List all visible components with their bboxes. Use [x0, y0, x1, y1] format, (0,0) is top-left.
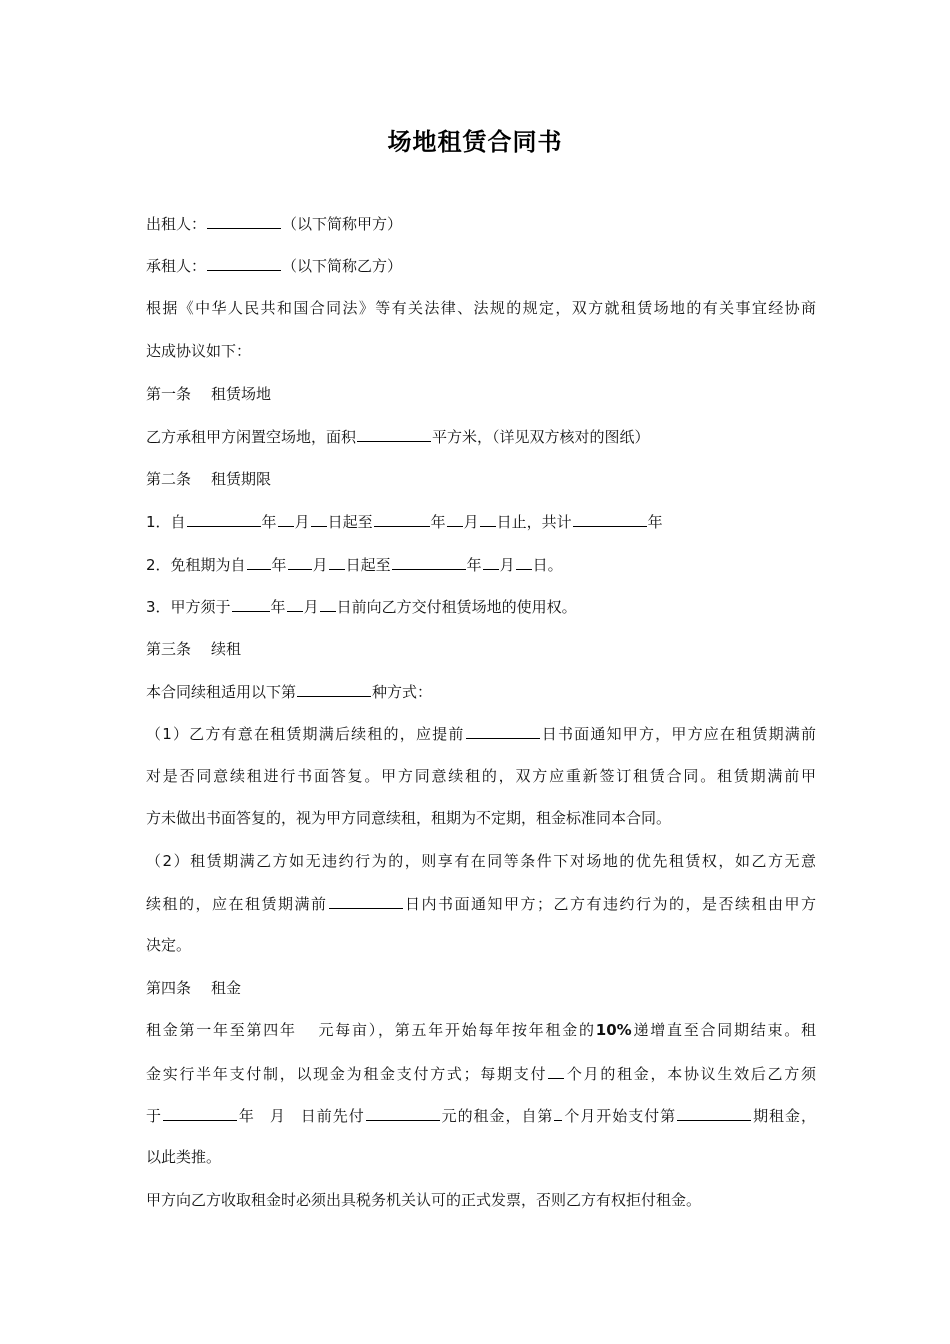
lessor-name-field[interactable]	[207, 212, 281, 229]
year-text: 年	[271, 556, 287, 574]
lessee-label: 承租人：	[146, 257, 207, 275]
article-3-p1-line-2: 对是否同意续租进行书面答复。甲方同意续租的，双方应重新签订租赁合同。租赁期满前甲	[146, 767, 816, 785]
renewal-method-label: 本合同续租适用以下第	[146, 683, 297, 701]
area-label: 乙方承租甲方闲置空场地，面积	[146, 428, 357, 446]
free-end-day-field[interactable]	[516, 553, 532, 570]
non-renewal-label: 续租的，应在租赁期满前	[146, 895, 328, 913]
term-start-day-field[interactable]	[311, 510, 327, 527]
month-text: 月	[463, 513, 479, 531]
notice-days-label: （1）乙方有意在租赁期满后续租的，应提前	[146, 725, 465, 743]
rent-years-label: 租金第一年至第四年	[146, 1021, 297, 1039]
year-text: 年	[237, 1107, 255, 1125]
delivery-text: 日前向乙方交付租赁场地的使用权。	[336, 598, 577, 616]
renewal-method-field[interactable]	[297, 680, 371, 697]
article-4-line-3	[146, 1104, 816, 1127]
article-4-title: 租金	[211, 979, 242, 997]
non-renewal-days-field[interactable]	[329, 892, 403, 909]
year-text: 年	[270, 598, 286, 616]
rent-per-mu-text: 元每亩），第五年开始每年按年租金的	[316, 1021, 596, 1039]
notice-days-field[interactable]	[466, 722, 540, 739]
rent-increase-percent: 10%	[595, 1021, 632, 1039]
free-start-day-field[interactable]	[329, 553, 345, 570]
article-1-number: 第一条	[146, 385, 192, 403]
area-unit-note: 平方米，（详见双方核对的图纸）	[432, 428, 650, 446]
notice-days-suffix: 日书面通知甲方，甲方应在租赁期满前	[540, 725, 816, 743]
lessor-suffix: （以下简称甲方）	[282, 215, 403, 233]
article-2-heading	[146, 468, 816, 490]
start-month-field[interactable]	[554, 1104, 562, 1121]
payment-period-text: 个月的租金，本协议生效后乙方须	[565, 1065, 816, 1083]
prepay-day-text: 日前先付	[299, 1107, 365, 1125]
lessee-suffix: （以下简称乙方）	[282, 257, 403, 275]
article-3-intro	[146, 680, 816, 703]
article-1-heading	[146, 383, 816, 405]
article-4-number: 第四条	[146, 979, 192, 997]
lessee-name-field[interactable]	[207, 254, 281, 271]
article-3-p2-line-2	[146, 892, 816, 915]
year-text: 年	[647, 513, 663, 531]
delivery-day-field[interactable]	[320, 595, 336, 612]
free-start-year-field[interactable]	[247, 553, 271, 570]
period-number-field[interactable]	[677, 1104, 751, 1121]
article-3-p2-line-3: 决定。	[146, 936, 192, 954]
month-text: 月	[499, 556, 515, 574]
lessor-label: 出租人：	[146, 215, 207, 233]
area-field[interactable]	[357, 425, 431, 442]
term-from-label: 1．自	[146, 513, 186, 531]
intro-line-1: 根据《中华人民共和国合同法》等有关法律、法规的规定，双方就租赁场地的有关事宜经协商	[146, 299, 816, 317]
article-2-item-2	[146, 553, 816, 576]
article-4-line-5: 甲方向乙方收取租金时必须出具税务机关认可的正式发票，否则乙方有权拒付租金。	[146, 1191, 702, 1209]
document-title: 场地租赁合同书	[387, 128, 563, 156]
non-renewal-suffix: 日内书面通知甲方；乙方有违约行为的，是否续租由甲方	[403, 895, 816, 913]
period-rent-text: 期租金，	[752, 1107, 816, 1125]
delivery-label: 3．甲方须于	[146, 598, 231, 616]
term-end-year-field[interactable]	[374, 510, 430, 527]
article-1-text	[146, 425, 816, 448]
day-to-text: 日起至	[345, 556, 391, 574]
months-per-period-field[interactable]	[548, 1062, 564, 1079]
article-2-item-3	[146, 595, 816, 618]
rent-free-label: 2．免租期为自	[146, 556, 246, 574]
day-end-total-text: 日止，共计	[496, 513, 572, 531]
term-total-years-field[interactable]	[573, 510, 647, 527]
rent-increase-text: 递增直至合同期结束。租	[631, 1021, 816, 1039]
lessee-line	[146, 254, 816, 277]
article-4-heading	[146, 977, 816, 999]
term-start-month-field[interactable]	[278, 510, 294, 527]
article-2-number: 第二条	[146, 470, 192, 488]
lessor-line	[146, 212, 816, 235]
delivery-year-field[interactable]	[232, 595, 270, 612]
article-3-number: 第三条	[146, 640, 192, 658]
day-end-text: 日。	[532, 556, 563, 574]
prepay-label: 于	[146, 1107, 162, 1125]
prepay-amount-field[interactable]	[366, 1104, 440, 1121]
year-text: 年	[466, 556, 482, 574]
year-text: 年	[261, 513, 277, 531]
article-2-item-1	[146, 510, 816, 533]
prepay-amount-text: 元的租金，自第	[440, 1107, 554, 1125]
article-4-line-2	[146, 1062, 816, 1085]
free-end-month-field[interactable]	[483, 553, 499, 570]
article-3-p2-line-1: （2）租赁期满乙方如无违约行为的，则享有在同等条件下对场地的优先租赁权，如乙方无意	[146, 852, 816, 870]
year-text: 年	[430, 513, 446, 531]
month-text: 月	[303, 598, 319, 616]
intro-line-2: 达成协议如下：	[146, 342, 252, 360]
article-3-heading	[146, 638, 816, 660]
term-start-year-field[interactable]	[187, 510, 261, 527]
free-start-month-field[interactable]	[288, 553, 312, 570]
prepay-year-field[interactable]	[163, 1104, 237, 1121]
term-end-month-field[interactable]	[447, 510, 463, 527]
article-4-line-4: 以此类推。	[146, 1148, 222, 1166]
article-1-title: 租赁场地	[211, 385, 272, 403]
day-to-text: 日起至	[327, 513, 373, 531]
article-4-line-1	[146, 1019, 816, 1041]
free-end-year-field[interactable]	[392, 553, 466, 570]
start-month-text: 个月开始支付第	[563, 1107, 677, 1125]
term-end-day-field[interactable]	[480, 510, 496, 527]
month-text: 月	[294, 513, 310, 531]
article-3-title: 续租	[211, 640, 242, 658]
article-3-p1-line-1	[146, 722, 816, 745]
month-text: 月	[312, 556, 328, 574]
renewal-method-suffix: 种方式：	[372, 683, 433, 701]
delivery-month-field[interactable]	[287, 595, 303, 612]
payment-method-text: 金实行半年支付制，以现金为租金支付方式；每期支付	[146, 1065, 548, 1083]
month-text: 月	[268, 1107, 286, 1125]
article-2-title: 租赁期限	[211, 470, 272, 488]
article-3-p1-line-3: 方未做出书面答复的，视为甲方同意续租，租期为不定期，租金标准同本合同。	[146, 809, 672, 827]
